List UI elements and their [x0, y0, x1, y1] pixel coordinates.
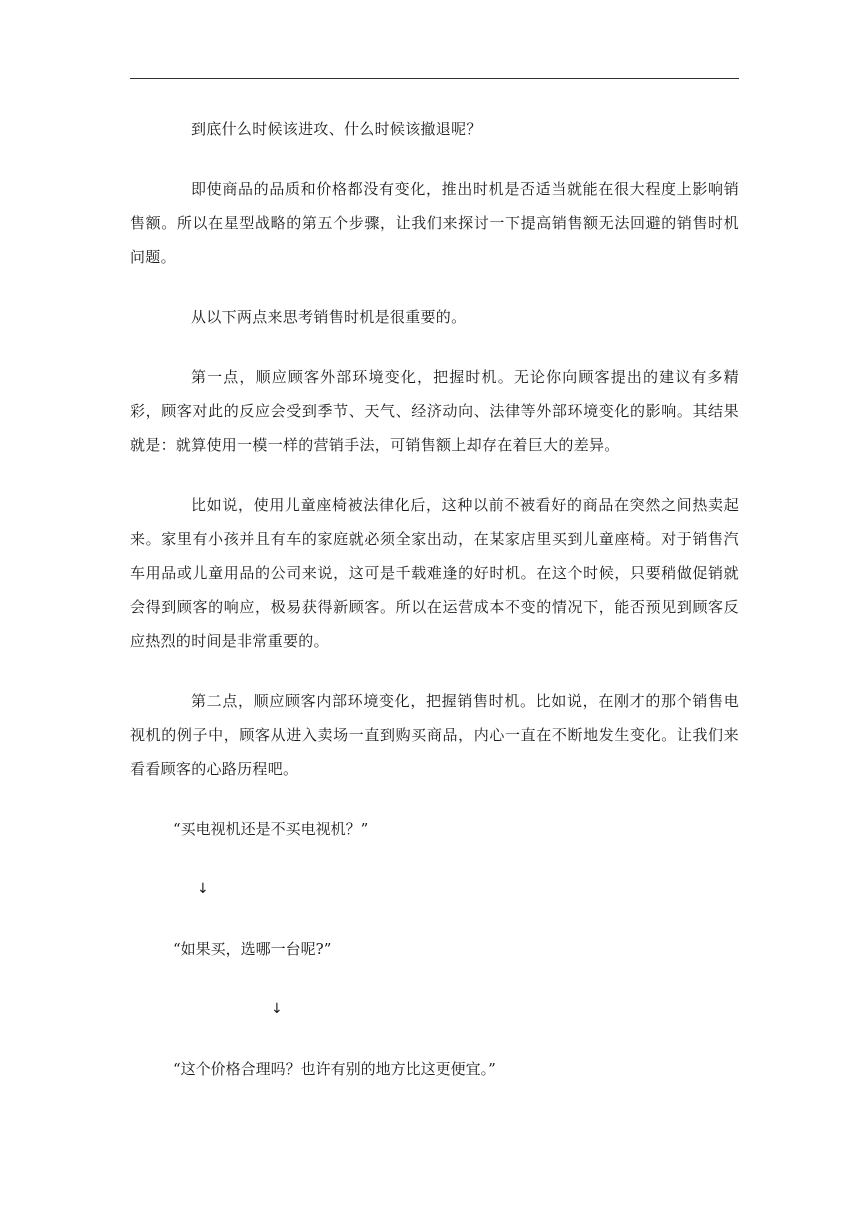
- paragraph-3: 从以下两点来思考销售时机是很重要的。: [191, 308, 467, 326]
- paragraph-2: 即使商品的品质和价格都没有变化，推出时机是否适当就能在很大程度上影响销售额。所以在星型战略的第五个步骤，让我们来探讨一下提高销售额无法回避的销售时机问题。: [130, 180, 739, 266]
- quote-3: “这个价格合理吗？也许有别的地方比这更便宜。”: [173, 1060, 496, 1078]
- quote-1: “买电视机还是不买电视机？”: [173, 820, 369, 838]
- paragraph-1: 到底什么时候该进攻、什么时候该撤退呢？: [191, 120, 482, 138]
- down-arrow-icon: ↓: [197, 881, 209, 897]
- paragraph-4: 第一点，顺应顾客外部环境变化，把握时机。无论你向顾客提出的建议有多精彩，顾客对此的反应会受到季节、天气、经济动向、法律等外部环境变化的影响。其结果就是：就算使用一模一样的营销手法，可销售额上却存在着巨大的差异。: [130, 368, 739, 454]
- paragraph-6: 第二点，顺应顾客内部环境变化，把握销售时机。比如说，在刚才的那个销售电视机的例子中，顾客从进入卖场一直到购买商品，内心一直在不断地发生变化。让我们来看看顾客的心路历程吧。: [130, 692, 739, 778]
- down-arrow-icon: ↓: [271, 1001, 283, 1017]
- document-body: [130, 112, 739, 1112]
- quote-2: “如果买，选哪一台呢?”: [173, 940, 332, 958]
- paragraph-5: 比如说，使用儿童座椅被法律化后，这种以前不被看好的商品在突然之间热卖起来。家里有小孩并且有车的家庭就必须全家出动，在某家店里买到儿童座椅。对于销售汽车用品或儿童用品的公司来说，这可是千载难逢的好时机。在这个时候，只要稍做促销就会得到顾客的响应，极易获得新顾客。所以在运营成本不变的情况下，能否预见到顾客反应热烈的时间是非常重要的。: [130, 496, 739, 650]
- header-rule: [130, 78, 739, 79]
